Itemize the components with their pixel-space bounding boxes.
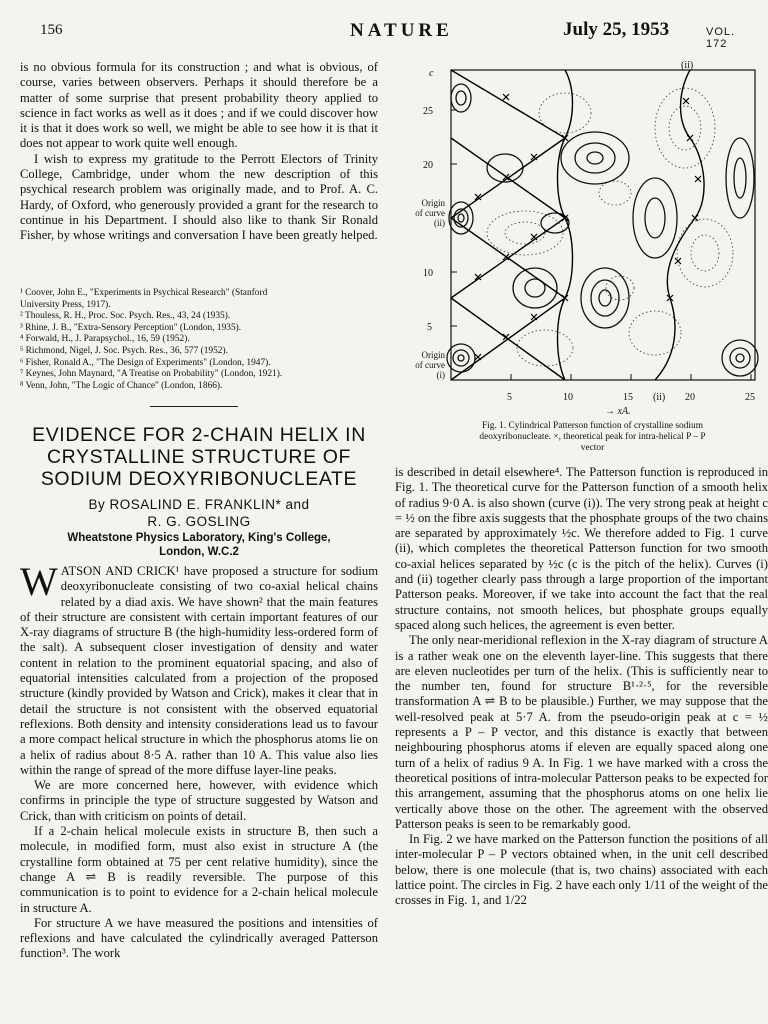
author-affiliation bbox=[20, 531, 378, 559]
caption-line: deoxyribonucleate. ×, theoretical peak for intra-helical P – P bbox=[479, 432, 706, 442]
paragraph-text: ATSON AND CRICK¹ have proposed a structure for sodium deoxyribonucleate consisting of two co-axial helical chains related by a diad axis. We have shown² that the main features of their structure are consistent with certain important features of our X-ray diagrams of structure B (the high-humidity less-ordered form of the salt). A subsequent closer investigation of density and water content in relation to the prominent equatorial spacing, and also of equatorial intensities calculated from a projection of the proposed structure (kindly provided by Watson and Crick), makes it clear that in detail the structure is not consistent with the observed equatorial reflexions. Both density and intensity considerations lead us to favour a more compact helical structure in which the phosphorus atoms lie on a helix of radius about 8·5 A. rather than 10 A. This value also lies within the range of spread of the more diffuse layer-line peaks. bbox=[20, 564, 378, 777]
paragraph: In Fig. 2 we have marked on the Patterson function the positions of all inter-molecular P – P vectors obtained when, in the unit cell described below, there is one molecule (that is, two chains) associated with each lattice point. The circles in Fig. 2 have each only 1/11 of the weight of the crosses in Fig. 1, and 1/22 bbox=[395, 832, 768, 908]
solid-contours bbox=[447, 84, 758, 376]
section-divider bbox=[150, 406, 238, 407]
reference-item: University Press, 1917). bbox=[20, 299, 111, 310]
x-tick-label: 25 bbox=[745, 392, 755, 403]
x-tick-label: 20 bbox=[685, 392, 695, 403]
paragraph: For structure A we have measured the positions and intensities of reflexions and have calculated the cylindrically averaged Patterson function³. The work bbox=[20, 915, 378, 961]
x-tick-label: 5 bbox=[507, 392, 512, 403]
article-authors bbox=[20, 496, 378, 530]
x-tick-label: (ii) bbox=[653, 392, 666, 403]
drop-cap: W bbox=[20, 559, 58, 604]
patterson-contour-plot bbox=[405, 58, 765, 416]
paragraph bbox=[20, 559, 378, 778]
page-header bbox=[20, 19, 748, 50]
y-tick-label: 25 bbox=[423, 106, 433, 117]
volume-number: VOL. 172 bbox=[706, 26, 736, 50]
previous-article-text bbox=[20, 60, 378, 244]
caption-line: Fig. 1. Cylindrical Patterson function of crystalline sodium bbox=[481, 421, 704, 431]
y-axis-letter: c bbox=[429, 68, 434, 79]
x-tick-label: 15 bbox=[623, 392, 633, 403]
article-body-right bbox=[395, 465, 768, 909]
origin-ii-label: of curve bbox=[415, 208, 445, 218]
y-tick-label: 5 bbox=[427, 322, 432, 333]
top-curve-label: (ii) bbox=[681, 60, 694, 71]
reference-item: ³ Rhine, J. B., "Extra-Sensory Perception" (London, 1935). bbox=[20, 322, 242, 333]
reference-item: ⁴ Forwald, H., J. Parapsychol., 16, 59 (1952). bbox=[20, 334, 190, 345]
origin-i-label: (i) bbox=[436, 370, 445, 380]
reference-item: ² Thouless, R. H., Proc. Soc. Psych. Res., 43, 24 (1935). bbox=[20, 311, 231, 322]
paragraph: I wish to express my gratitude to the Perrott Electors of Trinity College, Cambridge, under whom the new description of this psychical research problem was originally made, and to Prof. A. C. Hardy, of Oxford, who generously provided a grant for the research to continue in his Department. I should also like to thank Sir Ronald Fisher, by whose writings and conversation I have been greatly helped. bbox=[20, 151, 378, 243]
curve-i-wave bbox=[558, 70, 573, 380]
title-line: SODIUM DEOXYRIBONUCLEATE bbox=[40, 468, 358, 490]
title-line: CRYSTALLINE STRUCTURE OF bbox=[46, 446, 352, 468]
affiliation-line: Wheatstone Physics Laboratory, King's College, bbox=[67, 532, 331, 544]
caption-line: vector bbox=[580, 443, 605, 453]
helix-curves bbox=[451, 70, 704, 380]
paragraph: The only near-meridional reflexion in the X-ray diagram of structure A is a rather weak one on the eleventh layer-line. This suggests that there are eleven nucleotides per turn of the helix. (This is sufficiently near to the number ten, found for structure B¹·²·⁵, for the reversible transformation A ⇌ B to be plausible.) Further, we may suppose that the well-resolved peak at 5·7 A. from the pseudo-origin peak at c = ½ represents a P – P vector, and this distance is exactly that between neighbouring phosphorus atoms if eleven are equally spaced along one turn of a helix of radius 9 A. In Fig. 1 we have marked with a cross the theoretical positions of intra-molecular Patterson peaks to be expected for this arrangement, assuming that the phosphorus atoms on one helix lie vertically above those on the other. The agreement with the observed Patterson peaks is seen to be remarkably good. bbox=[395, 633, 768, 831]
origin-ii-label: (ii) bbox=[434, 218, 445, 228]
affiliation-line: London, W.C.2 bbox=[159, 546, 239, 558]
y-tick-label: 20 bbox=[423, 160, 433, 171]
authors-line: R. G. GOSLING bbox=[147, 514, 251, 529]
journal-name: NATURE bbox=[350, 20, 453, 41]
x-tick-label: 10 bbox=[563, 392, 573, 403]
origin-i-label: Origin bbox=[421, 350, 445, 360]
reference-item: ⁵ Richmond, Nigel, J. Soc. Psych. Res., 36, 577 (1952). bbox=[20, 345, 228, 356]
figure-caption bbox=[405, 421, 768, 454]
article-title bbox=[20, 424, 378, 490]
patterson-figure bbox=[405, 58, 765, 416]
origin-ii-label: Origin bbox=[421, 198, 445, 208]
curve-i-straight bbox=[451, 70, 565, 380]
paragraph: We are more concerned here, however, with evidence which confirms in principle the type of structure suggested by Watson and Crick, than with criticism on points of detail. bbox=[20, 778, 378, 823]
paragraph: is described in detail elsewhere⁴. The Patterson function is reproduced in Fig. 1. The theoretical curve for the Patterson function of a smooth helix of radius 9·0 A. is also shown (curve (i)). The very strong peak at height c = ½ on the fibre axis suggests that the phosphate groups of the two chains are separated by approximately ½c. We therefore added to Fig. 1 curve (ii), which completes the theoretical Patterson function for two smooth co-axial helices separated by ½c (c is the pitch of the helix). Curves (i) and (ii) together clearly pass through a large proportion of the important Patterson peaks. Moreover, if we take into account the fact that the real structure contains, not smooth helices, but phosphate groups equally spaced along such helices, the agreement is even better. bbox=[395, 465, 768, 632]
axis-ticks bbox=[451, 110, 751, 380]
paragraph: If a 2-chain helical molecule exists in structure B, then such a molecule, in modified form, must also exist in structure A (the crystalline form obtained at 75 per cent relative humidity), since the change A ⇌ B is readily reversible. The purpose of this communication is to point to evidence for a 2-chain helical molecule in structure A. bbox=[20, 824, 378, 915]
y-tick-label: 10 bbox=[423, 268, 433, 279]
reference-item: ⁷ Keynes, John Maynard, "A Treatise on Probability" (London, 1921). bbox=[20, 369, 283, 380]
page-number: 156 bbox=[40, 22, 63, 38]
title-line: EVIDENCE FOR 2-CHAIN HELIX IN bbox=[32, 424, 366, 446]
x-axis-label: → xA. bbox=[605, 406, 631, 416]
paragraph: is no obvious formula for its construction ; and what is obvious, of course, varies between observers. Perhaps it should therefore be a matter of some surprise that present probability theory applied to science in fact works as well as it does ; and if we could discover how it is that it does work so well, we might be able to see how it is that it does not appear to work quite well enough. bbox=[20, 60, 378, 151]
curve-ii-wave bbox=[655, 70, 704, 380]
plot-frame bbox=[451, 70, 755, 380]
reference-item: ¹ Coover, John E., "Experiments in Psychical Research" (Stanford bbox=[20, 288, 268, 298]
references-list bbox=[20, 288, 378, 392]
reference-item: ⁸ Venn, John, "The Logic of Chance" (London, 1866). bbox=[20, 380, 223, 391]
origin-i-label: of curve bbox=[415, 360, 445, 370]
authors-line: By ROSALIND E. FRANKLIN* and bbox=[88, 497, 310, 512]
issue-date: July 25, 1953 bbox=[563, 19, 670, 40]
dotted-contours bbox=[487, 88, 733, 366]
reference-item: ⁶ Fisher, Ronald A., "The Design of Experiments" (London, 1947). bbox=[20, 357, 271, 368]
article-body-left bbox=[20, 559, 378, 962]
